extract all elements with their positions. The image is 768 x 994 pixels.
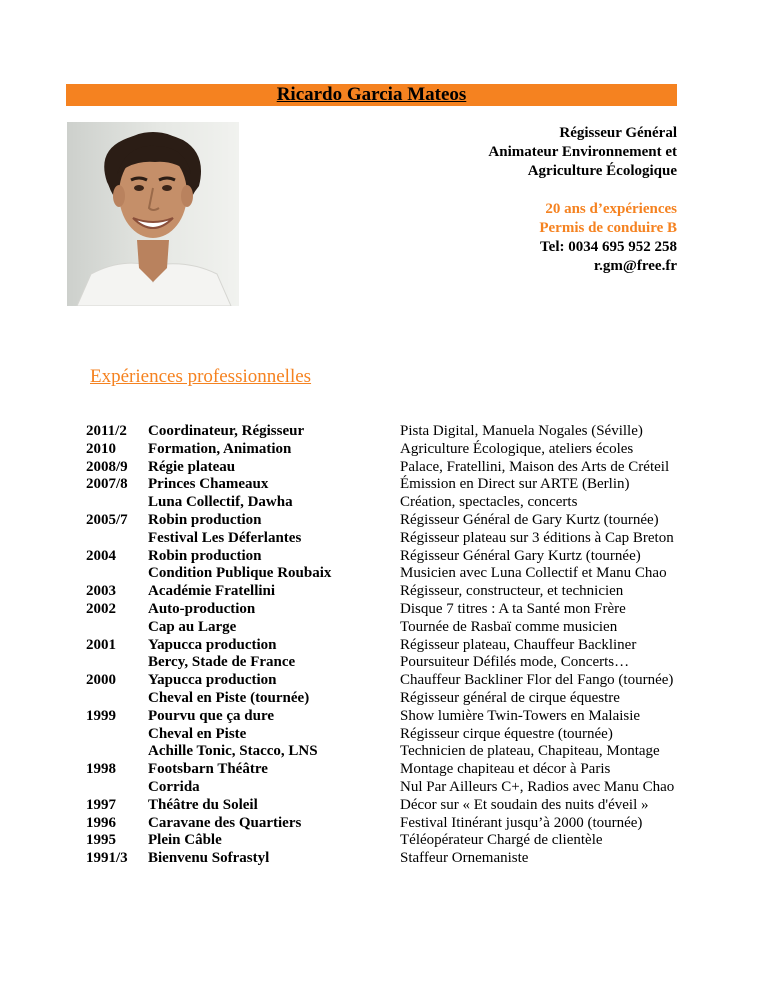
experience-description: Montage chapiteau et décor à Paris — [400, 761, 611, 778]
experience-row — [86, 654, 726, 672]
experience-description: Téléopérateur Chargé de clientèle — [400, 832, 603, 849]
experience-year — [86, 565, 148, 583]
experience-year — [86, 619, 148, 637]
experience-year: 2011/2 — [86, 423, 127, 439]
experience-year: 2003 — [86, 583, 116, 600]
experience-year: 2001 — [86, 636, 116, 653]
experience-year: 2005/7 — [86, 511, 128, 528]
experience-year — [86, 494, 148, 512]
experience-row — [86, 850, 726, 868]
experience-description: Régisseur plateau, Chauffeur Backliner — [400, 636, 637, 653]
experience-year — [86, 690, 148, 708]
experience-description: Régisseur plateau sur 3 éditions à Cap Breton — [400, 529, 674, 546]
experience-role: Festival Les Déferlantes — [148, 529, 302, 546]
experience-description: Staffeur Ornemaniste — [400, 850, 529, 867]
experience-role: Académie Fratellini — [148, 583, 276, 600]
experience-role: Yapucca production — [148, 636, 277, 653]
phone-number: Tel: 0034 695 952 258 — [540, 239, 677, 255]
experience-year: 2004 — [86, 547, 116, 564]
experience-row — [86, 708, 726, 726]
experience-year: 2007/8 — [86, 476, 128, 493]
experience-row — [86, 690, 726, 708]
experience-description: Palace, Fratellini, Maison des Arts de Créteil — [400, 458, 670, 475]
experience-role: Princes Chameaux — [148, 476, 269, 493]
experience-year: 1996 — [86, 814, 116, 831]
experience-role: Bercy, Stade de France — [148, 654, 296, 671]
experience-role: Corrida — [148, 778, 200, 795]
experience-year: 2010 — [86, 440, 116, 457]
experience-description: Régisseur cirque équestre (tournée) — [400, 725, 613, 742]
experience-description: Régisseur, constructeur, et technicien — [400, 583, 624, 600]
experience-row — [86, 423, 726, 441]
contact-block — [337, 124, 677, 276]
experience-year: 1997 — [86, 796, 116, 813]
experience-role: Robin production — [148, 511, 262, 528]
experience-row — [86, 565, 726, 583]
name-banner — [66, 84, 677, 106]
experience-year: 2008/9 — [86, 458, 128, 475]
experience-description: Poursuiteur Défilés mode, Concerts… — [400, 654, 630, 671]
experience-role: Caravane des Quartiers — [148, 814, 302, 831]
experience-role: Plein Câble — [148, 832, 222, 849]
experience-row — [86, 583, 726, 601]
experience-description: Musicien avec Luna Collectif et Manu Chao — [400, 565, 667, 582]
experience-role: Condition Publique Roubaix — [148, 565, 332, 582]
email-address: r.gm@free.fr — [593, 258, 677, 274]
experience-row — [86, 832, 726, 850]
experience-description: Décor sur « Et soudain des nuits d'éveil » — [400, 796, 649, 813]
experience-row — [86, 530, 726, 548]
experience-role: Cap au Large — [148, 618, 237, 635]
experience-description: Festival Itinérant jusqu’à 2000 (tournée) — [400, 814, 643, 831]
experience-role: Luna Collectif, Dawha — [148, 494, 293, 511]
experience-role: Coordinateur, Régisseur — [148, 423, 305, 439]
experience-description: Technicien de plateau, Chapiteau, Montage — [400, 743, 660, 760]
experience-row — [86, 441, 726, 459]
section-title-experiences: Expériences professionnelles — [90, 366, 312, 387]
experience-row — [86, 761, 726, 779]
experience-year: 1999 — [86, 707, 116, 724]
experience-row — [86, 601, 726, 619]
experience-description: Régisseur général de cirque équestre — [400, 689, 620, 706]
experience-description: Agriculture Écologique, ateliers écoles — [400, 440, 634, 457]
experience-row — [86, 797, 726, 815]
experience-role: Formation, Animation — [148, 440, 292, 457]
experience-years: 20 ans d’expériences — [545, 201, 677, 217]
experience-row — [86, 637, 726, 655]
experience-role: Achille Tonic, Stacco, LNS — [148, 743, 318, 760]
title-line-2: Animateur Environnement et — [488, 144, 677, 160]
experience-description: Nul Par Ailleurs C+, Radios avec Manu Chao — [400, 778, 675, 795]
experience-description: Régisseur Général de Gary Kurtz (tournée) — [400, 511, 659, 528]
experience-description: Régisseur Général Gary Kurtz (tournée) — [400, 547, 641, 564]
profile-photo — [67, 122, 239, 306]
experience-role: Théâtre du Soleil — [148, 796, 258, 813]
experience-row — [86, 548, 726, 566]
experience-row — [86, 459, 726, 477]
experience-row — [86, 672, 726, 690]
experience-row — [86, 494, 726, 512]
experience-year — [86, 743, 148, 761]
experience-role: Bienvenu Sofrastyl — [148, 850, 270, 867]
experience-year — [86, 654, 148, 672]
experience-row — [86, 779, 726, 797]
experience-role: Régie plateau — [148, 458, 236, 475]
title-line-1: Régisseur Général — [559, 125, 677, 141]
experience-description: Chauffeur Backliner Flor del Fango (tournée) — [400, 672, 674, 689]
person-name: Ricardo Garcia Mateos — [276, 84, 467, 105]
experience-role: Robin production — [148, 547, 262, 564]
experience-description: Création, spectacles, concerts — [400, 494, 578, 511]
driving-license: Permis de conduire B — [539, 220, 677, 236]
experience-row — [86, 476, 726, 494]
experience-list — [86, 423, 726, 868]
experience-year: 2000 — [86, 672, 116, 689]
experience-year — [86, 726, 148, 744]
experience-row — [86, 815, 726, 833]
experience-description: Pista Digital, Manuela Nogales (Séville) — [400, 423, 643, 439]
title-line-3: Agriculture Écologique — [527, 163, 677, 179]
experience-year: 1998 — [86, 761, 116, 778]
experience-year: 1995 — [86, 832, 116, 849]
experience-role: Footsbarn Théâtre — [148, 761, 268, 778]
experience-role: Cheval en Piste (tournée) — [148, 689, 310, 706]
experience-role: Auto-production — [148, 600, 256, 617]
experience-role: Cheval en Piste — [148, 725, 247, 742]
experience-description: Show lumière Twin-Towers en Malaisie — [400, 707, 641, 724]
experience-row — [86, 619, 726, 637]
experience-description: Tournée de Rasbaï comme musicien — [400, 618, 618, 635]
experience-row — [86, 512, 726, 530]
experience-role: Pourvu que ça dure — [148, 707, 274, 724]
experience-year — [86, 779, 148, 797]
experience-year: 2002 — [86, 600, 116, 617]
experience-row — [86, 743, 726, 761]
experience-row — [86, 726, 726, 744]
experience-description: Émission en Direct sur ARTE (Berlin) — [400, 476, 630, 493]
experience-description: Disque 7 titres : A ta Santé mon Frère — [400, 600, 626, 617]
experience-year: 1991/3 — [86, 850, 128, 867]
experience-year — [86, 530, 148, 548]
experience-role: Yapucca production — [148, 672, 277, 689]
